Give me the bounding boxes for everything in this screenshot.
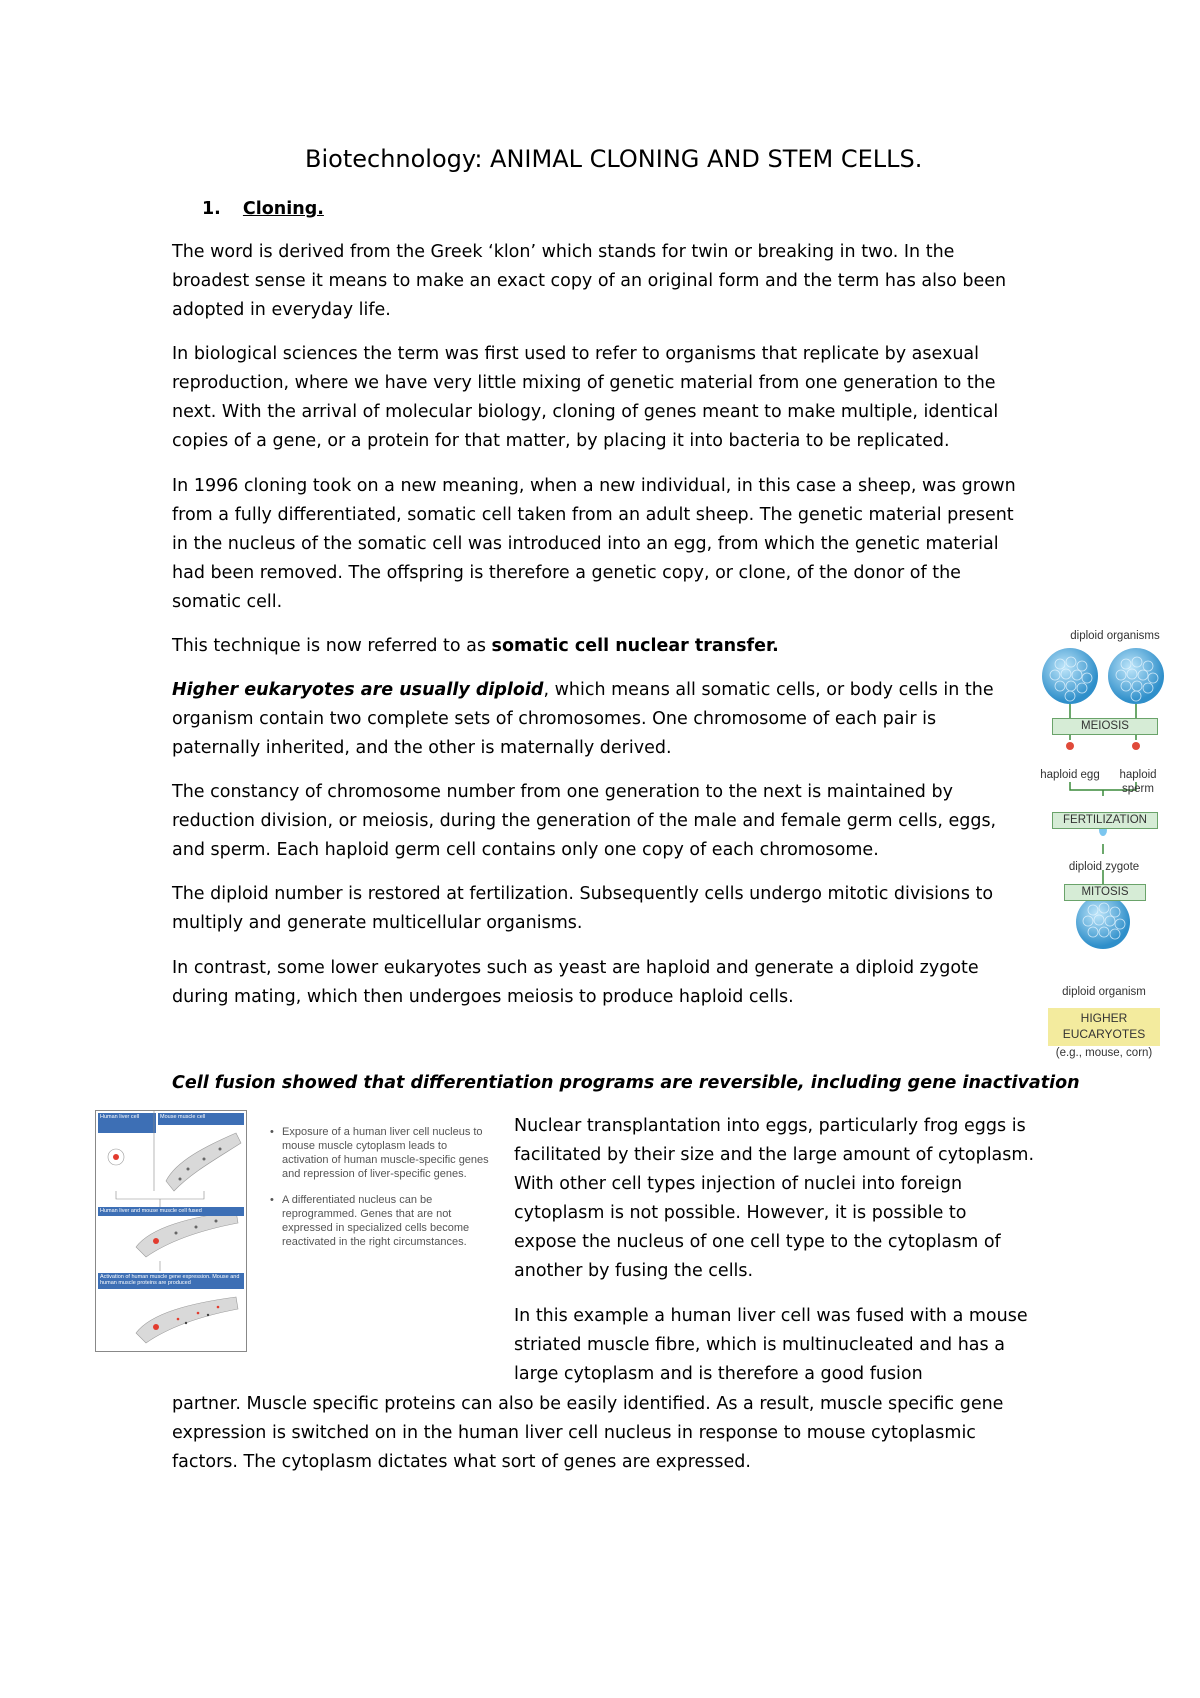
section-heading	[202, 199, 324, 219]
page-title: Biotechnology: ANIMAL CLONING AND STEM CELLS.	[305, 145, 923, 173]
fusion-bullet-1: • Exposure of a human liver cell nucleus to mouse muscle cytoplasm leads to activation of human muscle-specific genes and repression of liver-specific genes.	[270, 1125, 490, 1181]
fertilization-box: FERTILIZATION	[1052, 812, 1158, 829]
fusion-heading: Cell fusion showed that differentiation programs are reversible, including gene inactivation	[172, 1073, 1080, 1093]
paragraph-definition: The word is derived from the Greek ‘klon’ which stands for twin or breaking in two. In the broadest sense it means to make an exact copy of an original form and the term has also been adopted in everyday life.	[172, 242, 1007, 320]
technique-lead: This technique is now referred to as	[172, 636, 492, 656]
meiosis-box: MEIOSIS	[1052, 718, 1158, 735]
diploid-life-cycle-figure	[1040, 630, 1190, 1060]
diploid-rest: , which means all somatic cells, or body cells in the organism contain two complete sets of chromosomes. One chromosome of each pair is paternally inherited, and the other is maternally derived.	[172, 680, 994, 758]
figure-header-mouse-muscle: Mouse muscle cell	[158, 1113, 244, 1125]
cell-fusion-diagram	[96, 1111, 246, 1351]
figure-label-diploid-organisms: diploid organisms	[1070, 630, 1160, 642]
paragraph-1996: In 1996 cloning took on a new meaning, when a new individual, in this case a sheep, was grown from a fully differentiated, somatic cell taken from an adult sheep. The genetic material present in the nucleus of the somatic cell was introduced into an egg, from which the genetic material had been removed. The offspring is therefore a genetic copy, or clone, of the donor of the somatic cell.	[172, 476, 1016, 612]
life-cycle-diagram	[1040, 644, 1190, 1064]
paragraph-meiosis: The constancy of chromosome number from one generation to the next is maintained by reduction division, or meiosis, during the generation of the male and female germ cells, eggs, and sperm. Each haploid germ cell contains only one copy of each chromosome.	[172, 782, 997, 860]
diploid-emphasis: Higher eukaryotes are usually diploid	[172, 680, 544, 700]
examples-label: (e.g., mouse, corn)	[1055, 1047, 1153, 1059]
paragraph-fusion-example: In this example a human liver cell was fused with a mouse striated muscle fibre, which is multinucleated and has a large cytoplasm and is therefore a good fusion	[514, 1306, 1028, 1384]
mitosis-box: MITOSIS	[1064, 884, 1146, 901]
paragraph-fusion-conclusion: partner. Muscle specific proteins can also be easily identified. As a result, muscle specific gene expression is switched on in the human liver cell nucleus in response to mouse cytoplasmic factors. The cytoplasm dictates what sort of genes are expressed.	[172, 1394, 1004, 1472]
paragraph-biological-sciences: In biological sciences the term was first used to refer to organisms that replicate by asexual reproduction, where we have very little mixing of genetic material from one generation to the next. With the arrival of molecular biology, cloning of genes meant to make multiple, identical copies of a gene, or a protein for that matter, by placing it into bacteria to be replicated.	[172, 344, 999, 451]
figure-band-fused: Human liver and mouse muscle cell fused	[98, 1207, 244, 1216]
paragraph-technique	[172, 632, 1017, 661]
fusion-figure-bullets	[270, 1125, 490, 1261]
cell-fusion-figure	[95, 1110, 247, 1352]
paragraph-fertilization: The diploid number is restored at fertilization. Subsequently cells undergo mitotic divisions to multiply and generate multicellular organisms.	[172, 884, 994, 933]
paragraph-yeast: In contrast, some lower eukaryotes such as yeast are haploid and generate a diploid zygote during mating, which then undergoes meiosis to produce haploid cells.	[172, 958, 979, 1007]
paragraph-nuclear-transplantation: Nuclear transplantation into eggs, particularly frog eggs is facilitated by their size and the large amount of cytoplasm. With other cell types injection of nuclei into foreign cytoplasm is not possible. However, it is possible to expose the nucleus of one cell type to the cytoplasm of another by fusing the cells.	[514, 1116, 1035, 1281]
haploid-egg-label: haploid egg	[1040, 769, 1100, 781]
diploid-zygote-label: diploid zygote	[1068, 861, 1140, 873]
diploid-organism-bottom	[1076, 895, 1130, 949]
section-number: 1.	[202, 199, 221, 219]
fusion-bullet-2: • A differentiated nucleus can be reprogrammed. Genes that are not expressed in specialized cells become reactivated in the right circumstances.	[270, 1193, 490, 1249]
paragraph-diploid	[172, 676, 1017, 763]
sperm-cell	[1132, 742, 1140, 750]
diploid-organism-right	[1108, 648, 1164, 704]
egg-cell	[1066, 742, 1074, 750]
diploid-organism-left	[1042, 648, 1098, 704]
technique-term: somatic cell nuclear transfer.	[491, 636, 779, 656]
section-label: Cloning.	[242, 199, 324, 219]
diploid-organism-label: diploid organism	[1062, 986, 1146, 998]
higher-eucaryotes-label: HIGHER EUCARYOTES	[1048, 1008, 1160, 1046]
haploid-sperm-label: haploid sperm	[1119, 769, 1157, 795]
figure-header-human-liver: Human liver cell	[98, 1113, 156, 1133]
figure-band-activation: Activation of human muscle gene expression. Mouse and human muscle proteins are produced	[98, 1273, 244, 1289]
